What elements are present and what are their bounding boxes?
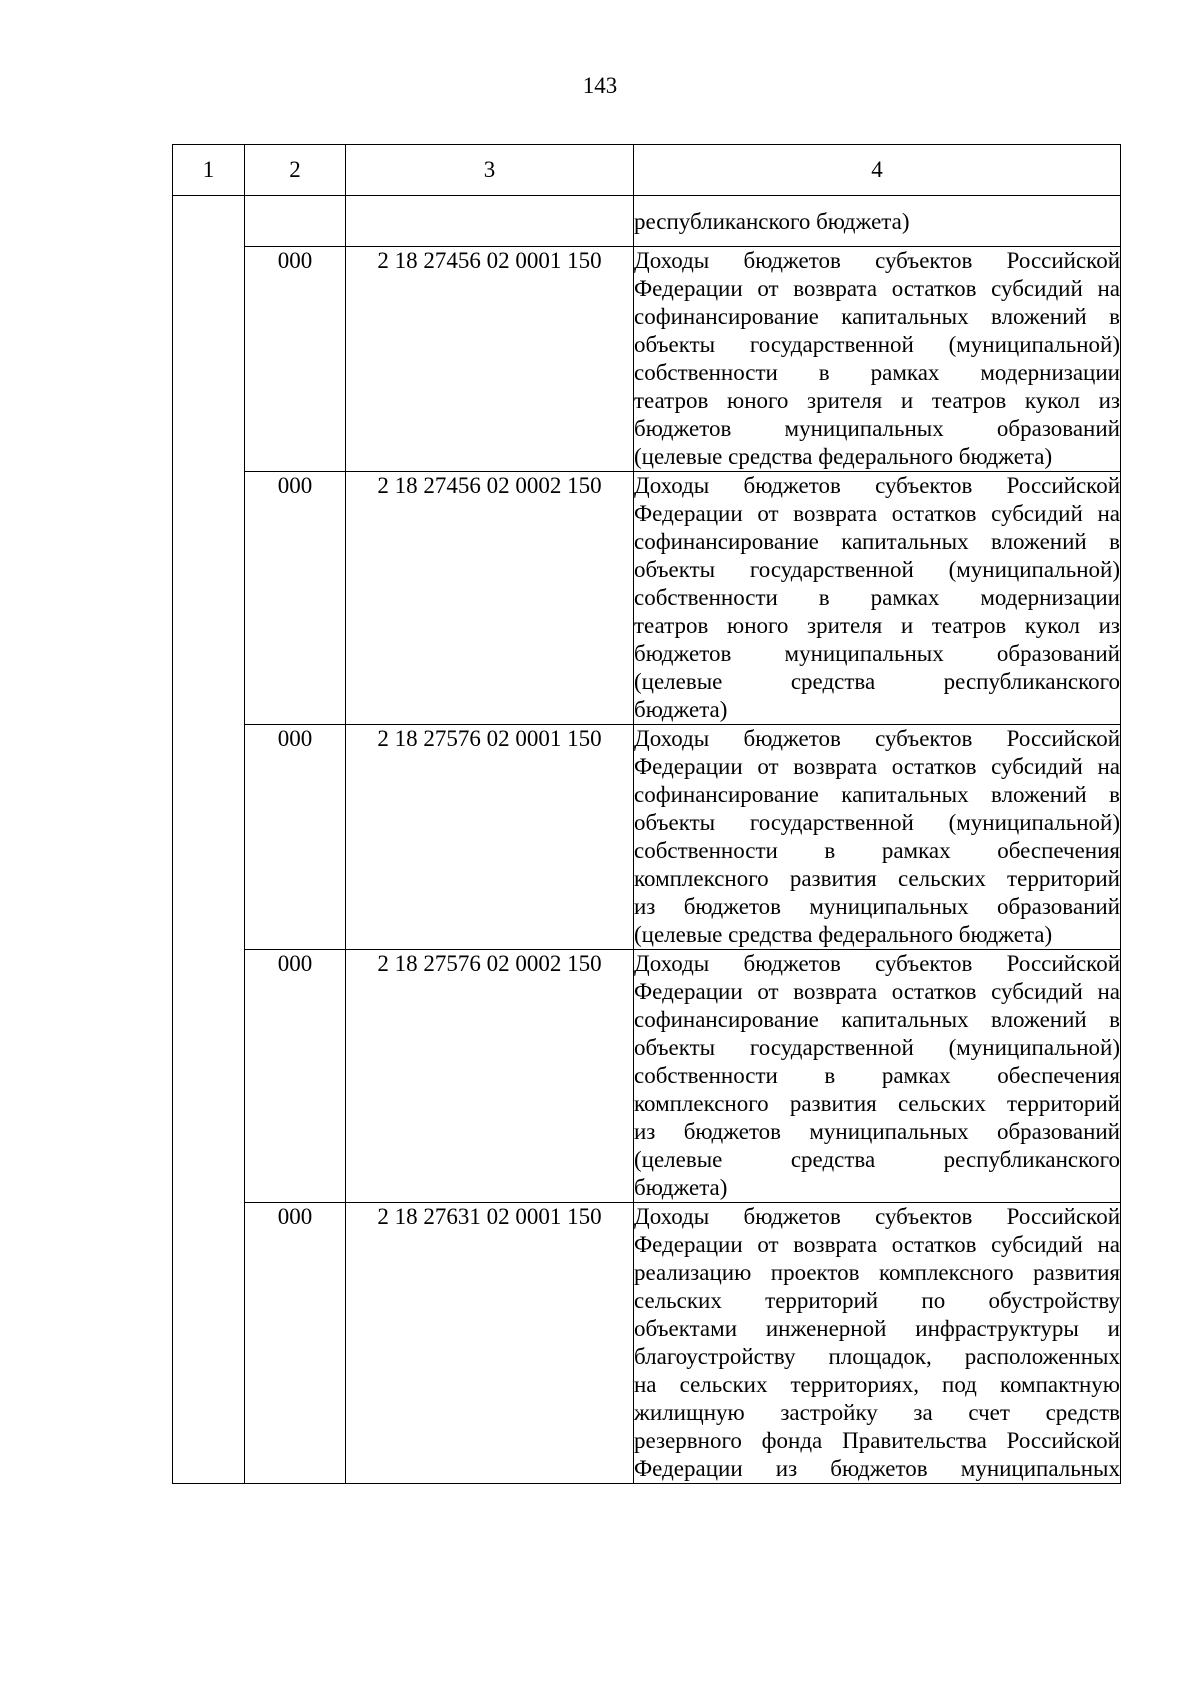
description-cell [634, 1203, 1121, 1484]
description-cell [634, 725, 1121, 950]
header-col-4: 4 [634, 145, 1121, 196]
description-line: резервного фонда Правительства Российской [634, 1428, 1120, 1453]
description-line: комплексного развития сельских территорий [634, 866, 1120, 891]
admin-code-cell: 000 [245, 1203, 346, 1484]
kbk-code-cell [346, 196, 634, 247]
description-line: Доходы бюджетов субъектов Российской [634, 726, 1120, 751]
table-row [173, 1203, 1121, 1484]
description-cell [634, 950, 1121, 1203]
description-line: софинансирование капитальных вложений в [634, 529, 1120, 554]
description-line: софинансирование капитальных вложений в [634, 1007, 1120, 1032]
description-line: бюджетов муниципальных образований [634, 416, 1120, 441]
description-line: собственности в рамках модернизации [634, 585, 1120, 610]
description-line: объекты государственной (муниципальной) [634, 557, 1120, 582]
description-line: (целевые средства республиканского [634, 1147, 1120, 1172]
description-line: бюджета) [634, 697, 728, 722]
description-line: театров юного зрителя и театров кукол из [634, 613, 1120, 638]
description-cell [634, 196, 1121, 247]
description-line: объекты государственной (муниципальной) [634, 810, 1120, 835]
description-line: (целевые средства федерального бюджета) [634, 922, 1053, 947]
page-number: 143 [582, 73, 618, 98]
description-line: (целевые средства республиканского [634, 669, 1120, 694]
table-row [173, 247, 1121, 472]
admin-code-cell: 000 [245, 725, 346, 950]
description-line: Доходы бюджетов субъектов Российской [634, 951, 1120, 976]
table-row [173, 725, 1121, 950]
admin-code-cell: 000 [245, 950, 346, 1203]
kbk-code-cell: 2 18 27631 02 0001 150 [346, 1203, 634, 1484]
description-line: комплексного развития сельских территорий [634, 1091, 1120, 1116]
table-row [173, 950, 1121, 1203]
col1-merged-cell [173, 196, 245, 1484]
description-cell [634, 472, 1121, 725]
description-line: сельских территорий по обустройству [634, 1288, 1120, 1313]
description-line: собственности в рамках обеспечения [634, 838, 1120, 863]
header-col-3: 3 [346, 145, 634, 196]
description-line: благоустройству площадок, расположенных [634, 1344, 1120, 1369]
description-line: объекты государственной (муниципальной) [634, 332, 1120, 357]
revenue-code-table [172, 144, 1121, 1484]
description-line: софинансирование капитальных вложений в [634, 304, 1120, 329]
description-line: бюджетов муниципальных образований [634, 641, 1120, 666]
header-col-1: 1 [173, 145, 245, 196]
description-line: софинансирование капитальных вложений в [634, 782, 1120, 807]
description-line: театров юного зрителя и театров кукол из [634, 388, 1120, 413]
description-line: Федерации от возврата остатков субсидий на [634, 979, 1120, 1004]
description-line: Федерации от возврата остатков субсидий на [634, 501, 1120, 526]
description-line: республиканского бюджета) [634, 209, 910, 234]
description-line: объекты государственной (муниципальной) [634, 1035, 1120, 1060]
description-line: на сельских территориях, под компактную [634, 1372, 1120, 1397]
description-line: Федерации от возврата остатков субсидий на [634, 1232, 1120, 1257]
description-line: Федерации от возврата остатков субсидий на [634, 754, 1120, 779]
description-line: собственности в рамках обеспечения [634, 1063, 1120, 1088]
header-col-2: 2 [245, 145, 346, 196]
kbk-code-cell: 2 18 27576 02 0001 150 [346, 725, 634, 950]
description-line: объектами инженерной инфраструктуры и [634, 1316, 1120, 1341]
description-line: бюджета) [634, 1175, 728, 1200]
description-line: Доходы бюджетов субъектов Российской [634, 248, 1120, 273]
description-line: из бюджетов муниципальных образований [634, 894, 1120, 919]
description-line: Доходы бюджетов субъектов Российской [634, 1204, 1120, 1229]
header-row [173, 145, 1121, 196]
admin-code-cell: 000 [245, 247, 346, 472]
description-line: Доходы бюджетов субъектов Российской [634, 473, 1120, 498]
description-line: реализацию проектов комплексного развития [634, 1260, 1120, 1285]
admin-code-cell: 000 [245, 472, 346, 725]
kbk-code-cell: 2 18 27456 02 0001 150 [346, 247, 634, 472]
table-row-continuation [173, 196, 1121, 247]
table-body [173, 196, 1121, 1484]
description-line: жилищную застройку за счет средств [634, 1400, 1120, 1425]
table-row [173, 472, 1121, 725]
description-line: Федерации от возврата остатков субсидий на [634, 276, 1120, 301]
description-line: Федерации из бюджетов муниципальных [634, 1456, 1120, 1481]
kbk-code-cell: 2 18 27456 02 0002 150 [346, 472, 634, 725]
description-cell [634, 247, 1121, 472]
description-line: собственности в рамках модернизации [634, 360, 1120, 385]
kbk-code-cell: 2 18 27576 02 0002 150 [346, 950, 634, 1203]
admin-code-cell [245, 196, 346, 247]
description-line: из бюджетов муниципальных образований [634, 1119, 1120, 1144]
description-line: (целевые средства федерального бюджета) [634, 444, 1053, 469]
